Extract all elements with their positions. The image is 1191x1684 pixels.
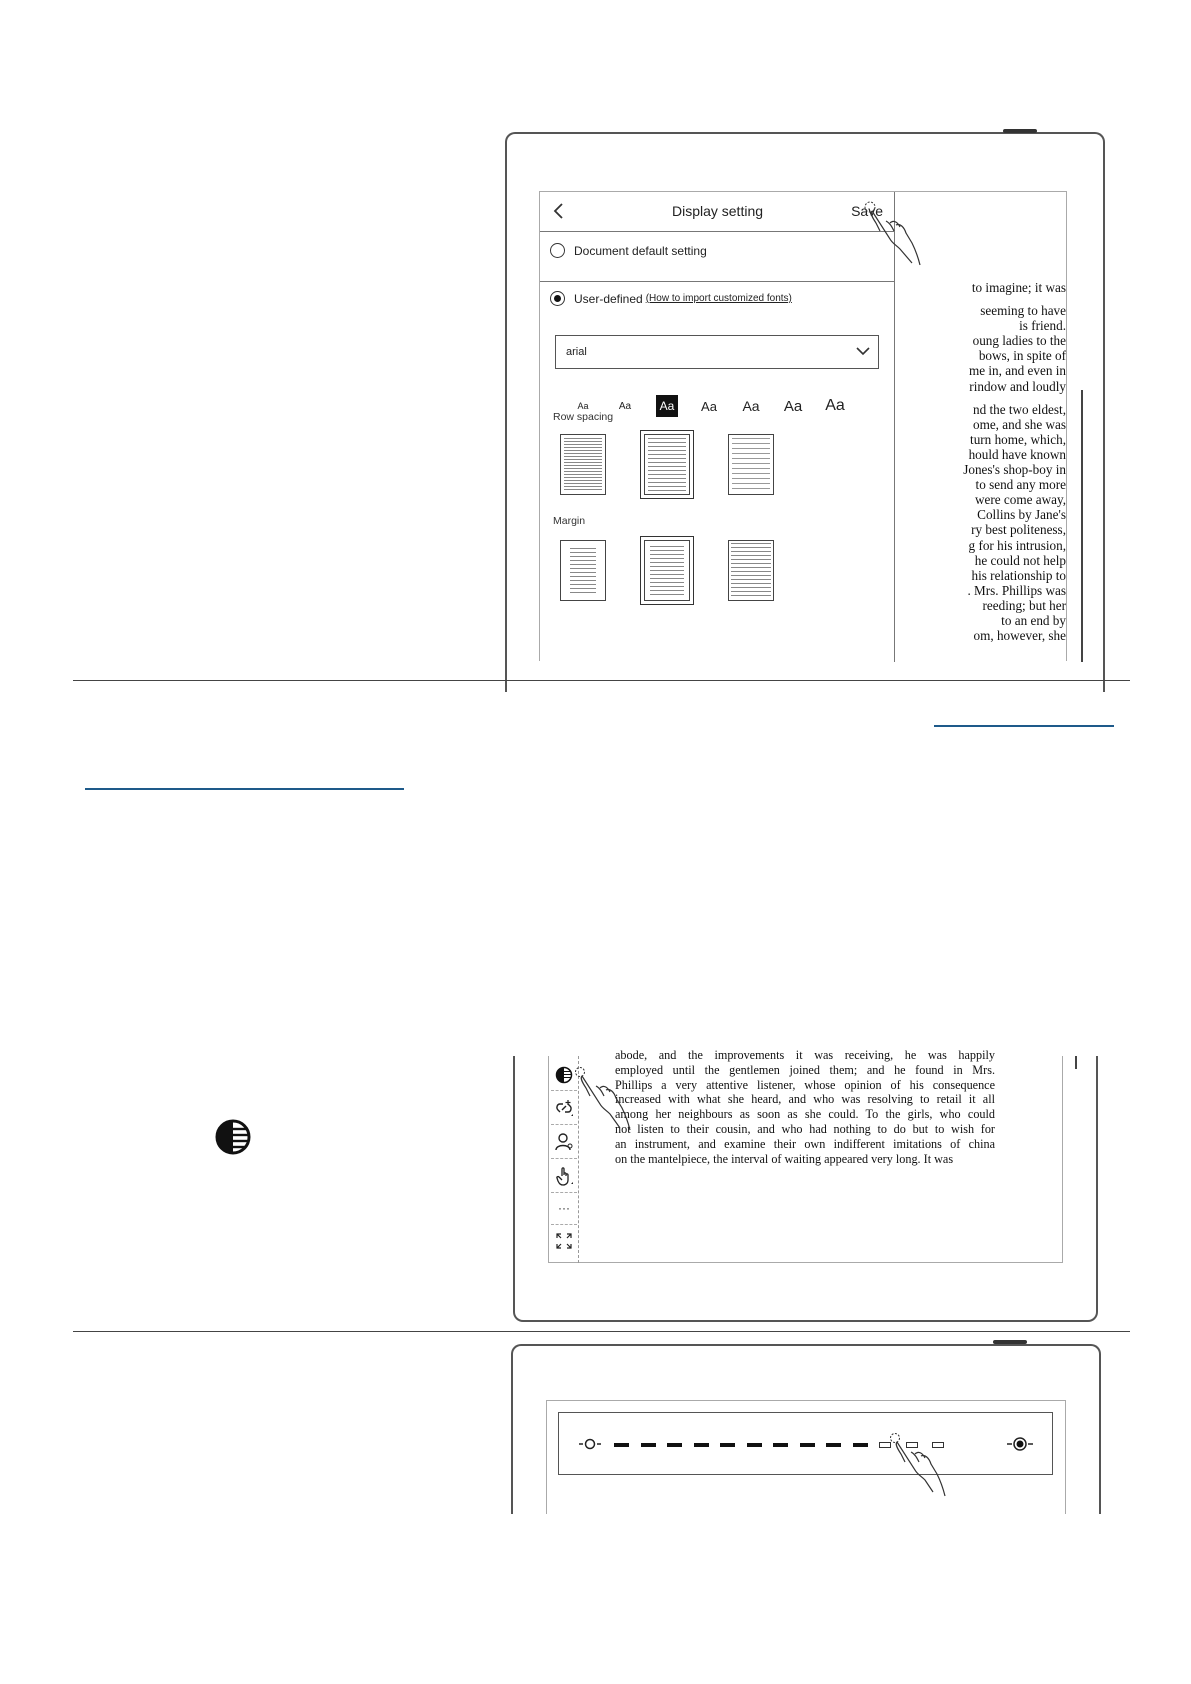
text-line: Collins by Jane's: [977, 507, 1066, 523]
text-line: bows, in spite of: [978, 348, 1066, 364]
text-line: increased with what she heard, and who was resolving to retail it all: [615, 1092, 995, 1107]
brightness-low-icon[interactable]: [579, 1435, 601, 1453]
text-line: ry best politeness,: [971, 522, 1066, 538]
margin-option-medium[interactable]: [644, 540, 690, 601]
text-line: g for his intrusion,: [968, 537, 1066, 553]
contrast-icon: [214, 1118, 252, 1156]
text-line: employed until the gentlemen joined them; and he found in Mrs.: [615, 1062, 995, 1077]
display-setting-panel: [540, 192, 895, 662]
gesture-icon[interactable]: [554, 1166, 574, 1186]
text-line: . Mrs. Phillips was: [967, 582, 1066, 598]
chevron-down-icon: [856, 344, 870, 358]
scrollbar[interactable]: [1081, 390, 1083, 662]
text-line: hould have known: [968, 446, 1066, 462]
device-power-button: [993, 1340, 1027, 1344]
panel-header: [540, 192, 895, 232]
import-fonts-link[interactable]: (How to import customized fonts): [645, 293, 792, 304]
font-select-value: arial: [566, 346, 587, 358]
font-size-option[interactable]: Aa: [656, 395, 678, 417]
option-user-defined[interactable]: [550, 291, 792, 306]
text-line: ome, and she was: [972, 416, 1066, 432]
row-spacing-label: Row spacing: [553, 411, 614, 423]
brightness-segment-filled[interactable]: [614, 1443, 629, 1447]
text-line: on the mantelpiece, the interval of waiting appeared very long. It was: [615, 1151, 954, 1166]
font-size-option[interactable]: Aa: [825, 397, 845, 414]
brightness-high-icon[interactable]: [1007, 1433, 1033, 1455]
text-line: turn home, which,: [970, 431, 1066, 447]
text-line: abode, and the improvements it was receiving, he was happily: [615, 1048, 995, 1062]
font-size-option[interactable]: Aa: [783, 397, 803, 415]
text-line: to an end by: [1001, 612, 1066, 628]
hand-pointer-icon: [889, 1432, 959, 1502]
text-line: Phillips a very attentive listener, whose opinion of his consequence: [615, 1077, 995, 1092]
link-add-icon[interactable]: [554, 1098, 574, 1118]
brightness-segment-filled[interactable]: [747, 1443, 762, 1447]
font-size-row: [572, 395, 866, 417]
save-button[interactable]: Save: [851, 203, 883, 219]
brightness-segment-filled[interactable]: [853, 1443, 868, 1447]
font-size-option[interactable]: Aa: [742, 398, 760, 414]
device-screen-display-setting: [539, 191, 1067, 661]
scrollbar[interactable]: [1075, 1056, 1077, 1069]
book-text-page: [615, 1048, 995, 1166]
hyperlink-underline[interactable]: [85, 788, 404, 790]
margin-option-narrow[interactable]: [728, 540, 774, 601]
row-spacing-option-loose[interactable]: [728, 434, 774, 495]
text-line: an instrument, and examine their own indifferent imitations of china: [615, 1136, 995, 1151]
section-divider: [73, 1331, 1130, 1332]
text-line: me in, and even in: [968, 363, 1066, 379]
text-line: his relationship to: [971, 567, 1066, 583]
brightness-segment-filled[interactable]: [667, 1443, 682, 1447]
text-line: were come away,: [974, 492, 1066, 508]
brightness-segment-filled[interactable]: [641, 1443, 656, 1447]
text-line: he could not help: [974, 552, 1066, 568]
hand-pointer-icon: [860, 197, 940, 269]
radio-selected-icon[interactable]: [550, 291, 565, 306]
radio-unselected-icon[interactable]: [550, 243, 565, 258]
option-user-label: User-defined: [574, 291, 643, 306]
text-line: to imagine; it was: [971, 280, 1066, 295]
font-size-option[interactable]: Aa: [618, 400, 632, 412]
hyperlink-underline[interactable]: [934, 725, 1114, 727]
brightness-segment-filled[interactable]: [800, 1443, 815, 1447]
margin-label: Margin: [553, 515, 586, 527]
option-default-label: Document default setting: [574, 243, 707, 258]
row-spacing-option-dense[interactable]: [560, 434, 606, 495]
text-line: oung ladies to the: [972, 333, 1066, 349]
hand-pointer-icon: [574, 1066, 644, 1136]
brightness-segment-filled[interactable]: [720, 1443, 735, 1447]
font-select[interactable]: [555, 335, 879, 369]
text-line: seeming to have: [980, 303, 1066, 319]
text-line: rindow and loudly: [969, 378, 1066, 394]
text-line: to send any more: [975, 477, 1066, 493]
section-divider: [73, 680, 1130, 681]
text-line: [892, 394, 1066, 402]
brightness-bar[interactable]: [558, 1412, 1053, 1475]
text-line: is friend.: [1019, 318, 1066, 334]
more-icon[interactable]: ···: [558, 1201, 570, 1215]
brightness-segment-filled[interactable]: [694, 1443, 709, 1447]
font-size-option[interactable]: Aa: [701, 398, 717, 414]
book-text-background: [892, 280, 1066, 643]
device-power-button: [1003, 129, 1037, 133]
brightness-segment-filled[interactable]: [773, 1443, 788, 1447]
text-line: reeding; but her: [982, 597, 1066, 613]
contrast-icon[interactable]: [554, 1065, 574, 1085]
text-line: [892, 295, 1066, 303]
text-line: Jones's shop-boy in: [963, 462, 1066, 478]
row-spacing-option-medium[interactable]: [644, 434, 690, 495]
font-size-option[interactable]: Aa: [577, 401, 589, 411]
option-document-default[interactable]: [550, 243, 707, 258]
brightness-segment-filled[interactable]: [826, 1443, 841, 1447]
margin-option-wide[interactable]: [560, 540, 606, 601]
text-line: among her neighbours as soon as she could. To the girls, who could: [615, 1107, 995, 1122]
text-line: om, however, she: [973, 628, 1066, 644]
text-line: nd the two eldest,: [972, 401, 1066, 417]
fullscreen-icon[interactable]: [554, 1231, 574, 1251]
divider: [540, 281, 895, 282]
person-icon[interactable]: [554, 1132, 574, 1152]
text-line: not listen to their cousin, and who had nothing to do but to wish for: [615, 1121, 995, 1136]
page-title: Display setting: [671, 203, 764, 219]
